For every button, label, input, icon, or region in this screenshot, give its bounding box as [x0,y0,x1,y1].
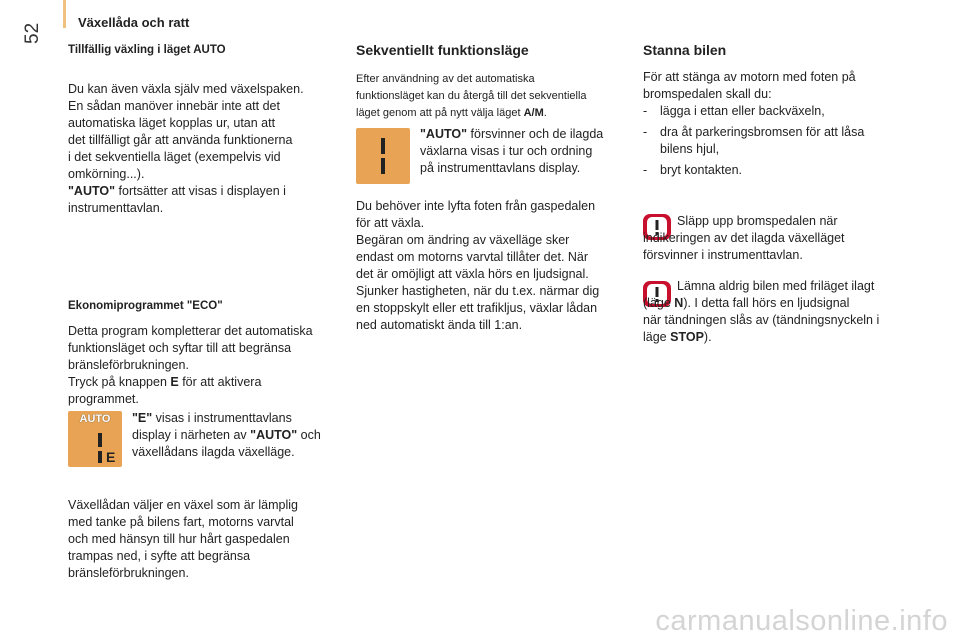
e-display-text: visas i instrumenttavlans display i närheten av [132,411,292,442]
auto-icon-label: AUTO [79,413,111,425]
page-number: 52 [22,22,43,44]
gear-indicator-icon [381,158,385,174]
list-item-text: lägga i ettan eller backväxeln, [660,104,825,118]
list-item [643,124,913,158]
eco-heading: Ekonomiprogrammet "ECO" [68,300,223,312]
warning-2-text-b: ). I detta fall hörs en ljudsignal när tändningen slås av (tändningsnyckeln i läge [643,296,880,344]
sequential-intro-text: Efter användning av det automatiska funktionsläget kan du återgå till det sekventiella läget genom att på nytt välja läget [356,73,587,119]
stop-key: STOP [670,330,704,344]
warning-2-text-a: Lämna aldrig bilen med friläget ilagt (läge [643,279,875,310]
auto-disappears-block [420,126,630,177]
auto-display-rest: fortsätter att visas i displayen i instrumenttavlan. [68,184,286,215]
stop-car-heading: Stanna bilen [643,42,727,58]
warning-1-text: Släpp upp bromspedalen när indikeringen av det ilagda växelläget försvinner i instrumenttavlan. [643,214,845,262]
list-dash: - [643,104,648,118]
am-key: A/M [523,107,544,119]
gear-selection-text-block [68,497,348,582]
right-column [643,42,913,179]
list-item [643,103,913,120]
sequential-intro-end: . [543,107,547,119]
eco-section [68,298,348,408]
sequential-heading: Sekventiellt funktionsläge [356,42,529,58]
neutral-key: N [674,296,684,310]
e-label: "E" [132,411,153,425]
left-column [68,42,338,217]
auto-disappears-text: försvinner och de ilagda växlarna visas i tur och ordning på instrumenttavlans display. [420,127,604,175]
e-display-end: och växellådans ilagda växelläge. [132,428,321,459]
temporary-shift-text: Du kan även växla själv med växelspaken. En sådan manöver innebär inte att det automatiska läget kopplas ur, utan att det tillfälligt går att använda funktionerna i det sekventiella läget (exempelvis vid omkörning...). [68,82,304,181]
eco-key: E [170,375,179,389]
eco-e-icon-label: E [106,449,116,465]
warning-1-block [643,213,913,264]
warning-2-text-c: ). [703,330,712,344]
gas-pedal-text: Du behöver inte lyfta foten från gaspedalen för att växla. Begäran om ändring av växelläge sker endast om motorns varvtal tillåter det. När det är omöjligt att växla hörs en ljudsignal. Sjunker hastigheten, när du t.ex. närmar dig en stoppskylt eller ett trafikljus, växlar lådan ned automatiskt ända till 1:an. [356,199,600,332]
eco-text [68,323,348,408]
gas-pedal-block [356,198,636,334]
temporary-shift-heading: Tillfällig växling i läget AUTO [68,44,226,56]
list-item [643,162,913,179]
header-accent-bar [63,0,66,28]
list-item-text: bryt kontakten. [660,163,742,177]
eco-text-end: för att aktivera programmet. [68,375,262,406]
gear-indicator-icon [98,433,102,447]
auto-label-2: "AUTO" [250,428,298,442]
stop-car-intro: För att stänga av motorn med foten på bromspedalen skall du: [643,70,856,101]
warning-2-block [643,278,913,346]
auto-e-display-icon [68,411,122,467]
watermark: carmanualsonline.info [655,605,948,637]
auto-label-3: "AUTO" [420,127,468,141]
sequential-intro [356,71,631,122]
list-item-text: dra åt parkeringsbromsen för att låsa bilens hjul, [660,125,865,156]
list-dash: - [643,125,648,139]
eco-display-text-block [132,410,352,461]
section-title: Växellåda och ratt [78,15,190,30]
gear-selection-text: Växellådan väljer en växel som är lämplig med tanke på bilens fart, motorns varvtal och med hänsyn till hur hårt gaspedalen trampas ned, i syfte att begränsa bränsleförbrukningen. [68,498,298,580]
list-dash: - [643,163,648,177]
gear-display-icon [356,128,410,184]
auto-label: "AUTO" [68,184,116,198]
gear-indicator-icon [381,138,385,154]
eco-text-start: Detta program kompletterar det automatiska funktionsläget och syftar till att begränsa bränsleförbrukningen. Tryck på knappen [68,324,313,389]
middle-column [356,42,631,122]
gear-indicator-icon [98,451,102,463]
auto-display-text [68,183,338,217]
